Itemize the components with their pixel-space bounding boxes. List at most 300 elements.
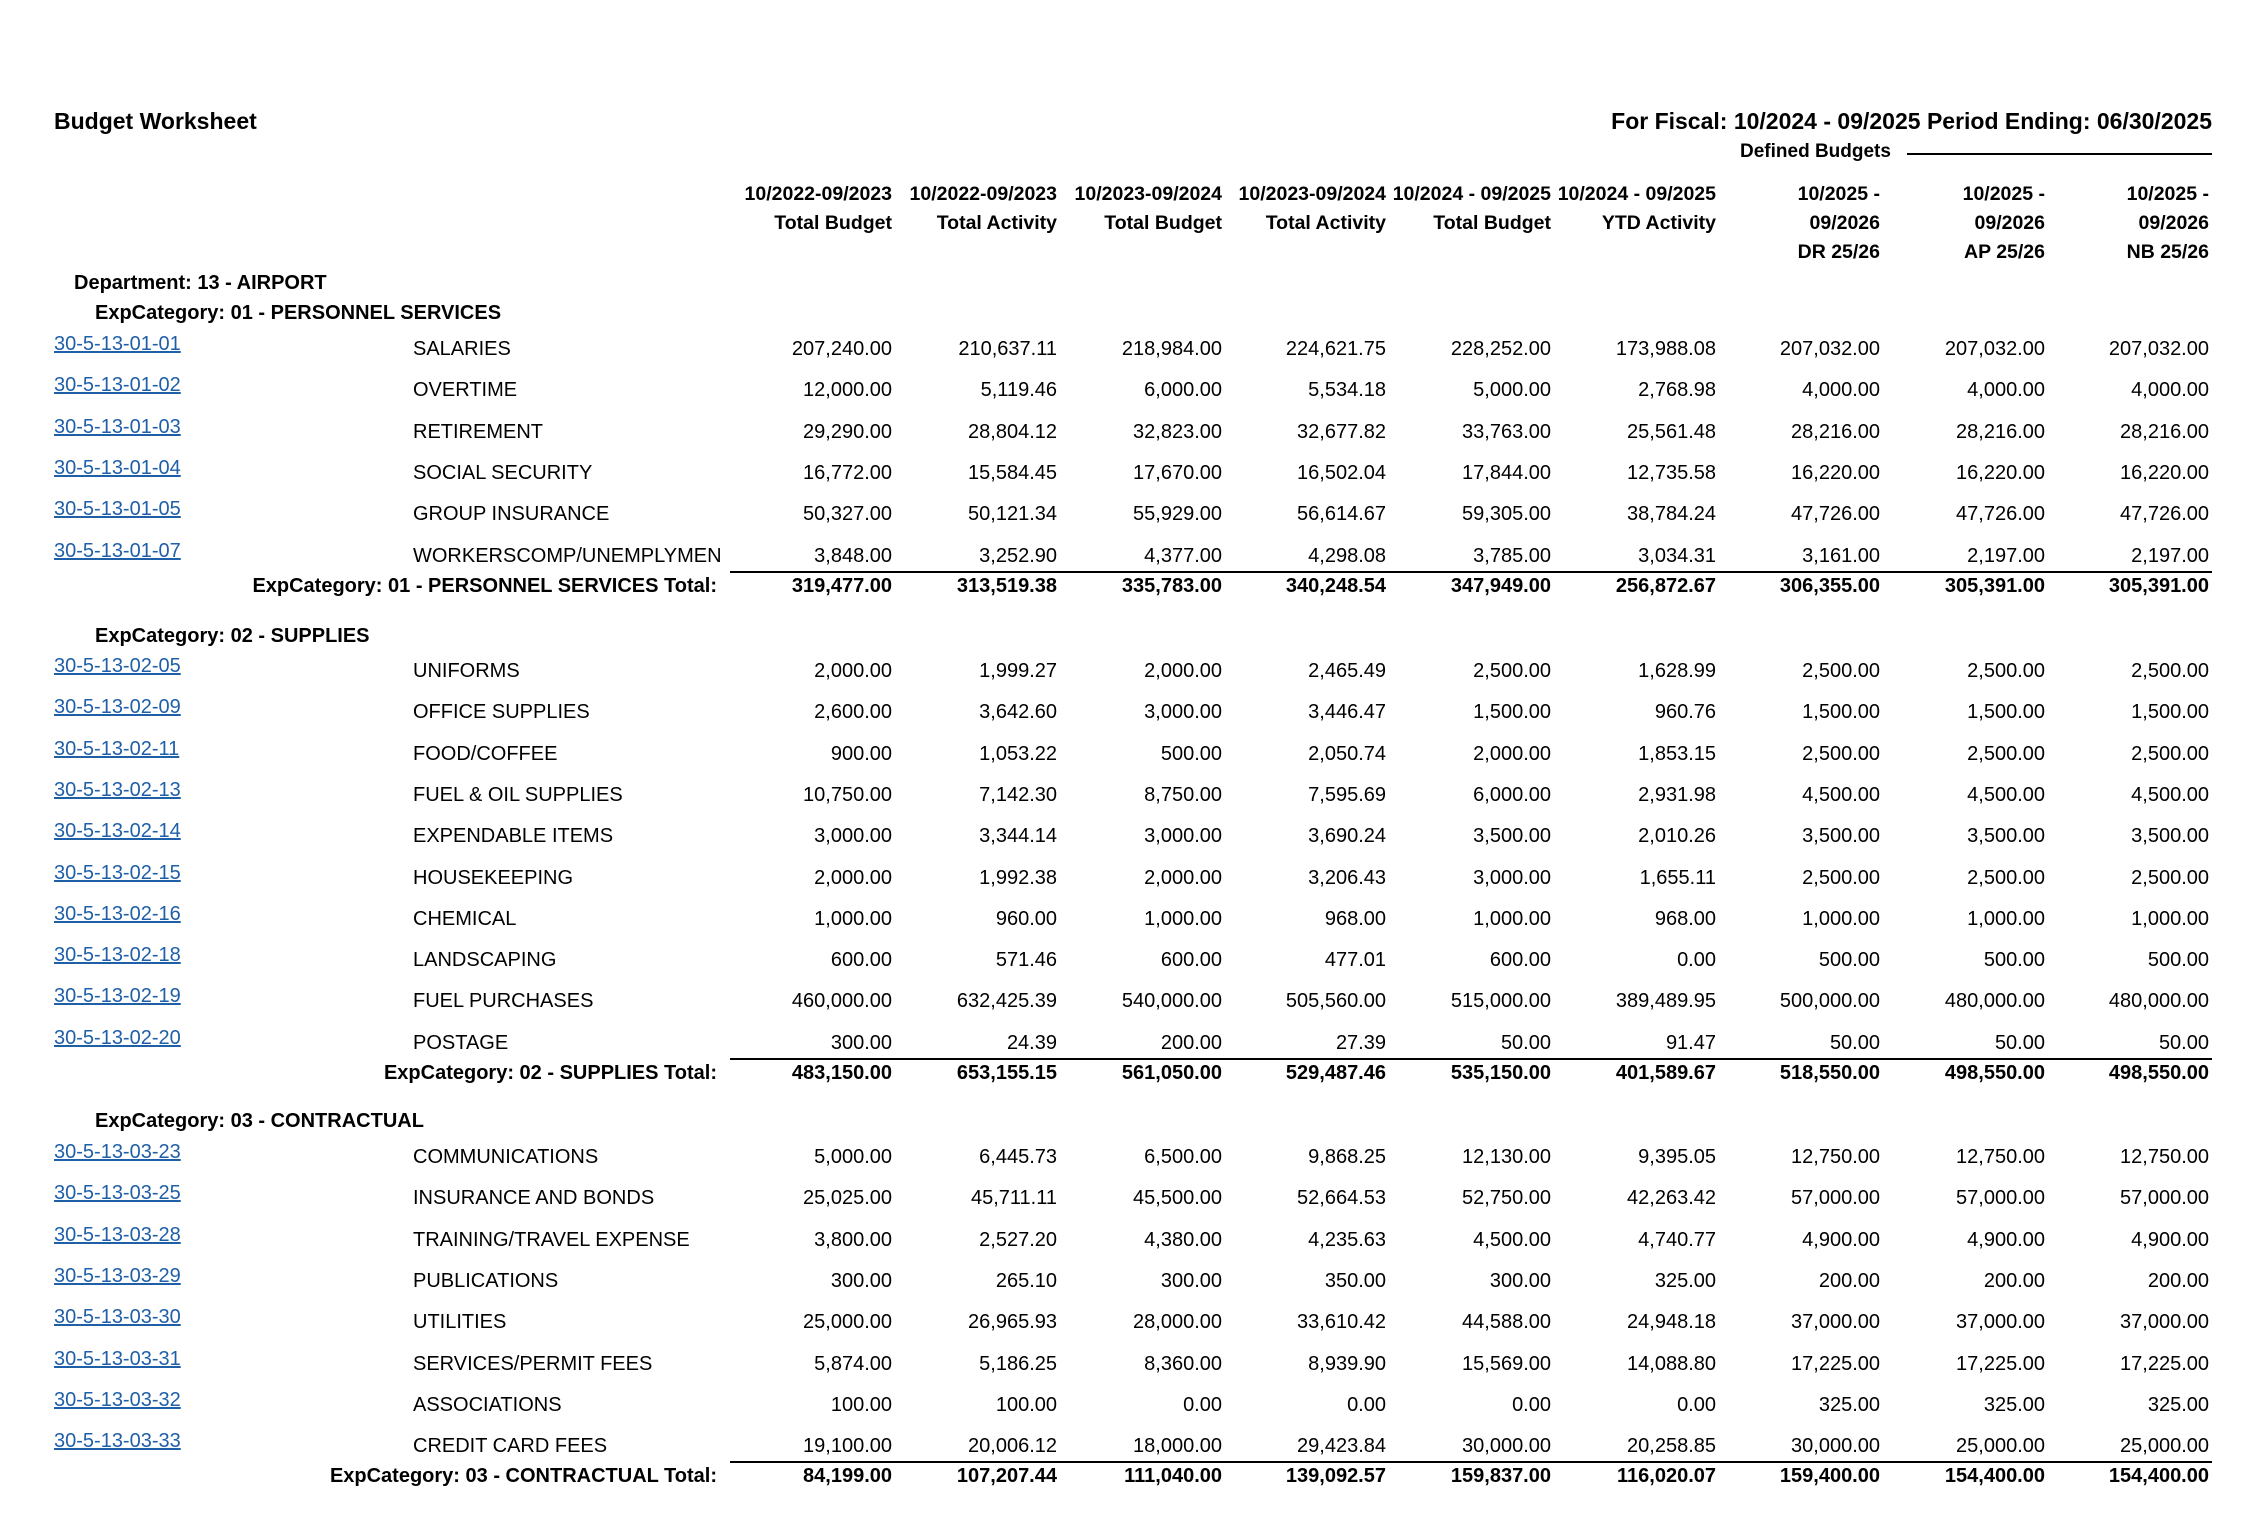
table-row xyxy=(0,1264,2250,1311)
amount-cell: 600.00 xyxy=(830,949,892,972)
amount-cell: 2,197.00 xyxy=(1967,544,2045,567)
amount-cell: 2,931.98 xyxy=(1638,783,1716,806)
amount-cell: 2,010.26 xyxy=(1638,825,1716,848)
amount-cell: 27.39 xyxy=(1335,1031,1386,1054)
total-amount-cell: 154,400.00 xyxy=(1944,1465,2045,1488)
column-header-line: AP 25/26 xyxy=(1964,241,2045,263)
amount-cell: 4,298.08 xyxy=(1308,544,1386,567)
amount-cell: 12,750.00 xyxy=(1791,1146,1880,1168)
amount-cell: 50.00 xyxy=(1500,1031,1551,1054)
amount-cell: 6,000.00 xyxy=(1144,379,1222,402)
amount-cell: 477.01 xyxy=(1324,949,1386,972)
category-heading: ExpCategory: 03 - CONTRACTUAL xyxy=(95,1110,424,1132)
table-row xyxy=(0,1141,2250,1187)
amount-cell: 25,561.48 xyxy=(1627,420,1716,443)
total-amount-cell: 139,092.57 xyxy=(1285,1465,1386,1488)
category-heading: ExpCategory: 01 - PERSONNEL SERVICES xyxy=(95,302,502,324)
amount-cell: 2,500.00 xyxy=(1473,660,1551,682)
amount-cell: 9,395.05 xyxy=(1638,1146,1716,1168)
amount-cell: 200.00 xyxy=(1160,1031,1222,1054)
amount-cell: 0.00 xyxy=(1677,1393,1716,1416)
amount-cell: 500.00 xyxy=(2147,949,2209,972)
total-amount-cell: 340,248.54 xyxy=(1285,574,1386,597)
total-amount-cell: 154,400.00 xyxy=(2108,1465,2209,1488)
account-number-link[interactable]: 30-5-13-03-31 xyxy=(54,1347,181,1370)
amount-cell: 3,446.47 xyxy=(1308,701,1386,724)
fiscal-period: For Fiscal: 10/2024 - 09/2025 Period Ending: 06/30/2025 xyxy=(1611,108,2212,134)
column-header xyxy=(2019,180,2209,267)
amount-cell: 47,726.00 xyxy=(1956,503,2045,526)
amount-cell: 3,500.00 xyxy=(2131,825,2209,848)
line-item-description: LANDSCAPING xyxy=(413,949,557,972)
amount-cell: 3,000.00 xyxy=(1144,825,1222,848)
total-rule xyxy=(730,1461,2212,1463)
account-number-link[interactable]: 30-5-13-01-07 xyxy=(54,539,181,562)
total-amount-cell: 401,589.67 xyxy=(1615,1061,1716,1084)
amount-cell: 515,000.00 xyxy=(1450,990,1551,1013)
amount-cell: 3,344.14 xyxy=(979,825,1057,848)
amount-cell: 1,999.27 xyxy=(979,660,1057,682)
line-item-description: CREDIT CARD FEES xyxy=(413,1435,608,1458)
total-amount-cell: 529,487.46 xyxy=(1285,1061,1386,1084)
line-item-description: POSTAGE xyxy=(413,1031,509,1054)
column-header-line: YTD Activity xyxy=(1601,212,1716,234)
amount-cell: 2,500.00 xyxy=(1802,660,1880,682)
amount-cell: 200.00 xyxy=(1818,1269,1880,1292)
column-header xyxy=(702,180,892,238)
table-row xyxy=(0,1388,2250,1435)
amount-cell: 15,569.00 xyxy=(1462,1352,1551,1375)
amount-cell: 4,500.00 xyxy=(2131,783,2209,806)
table-row xyxy=(0,696,2250,742)
amount-cell: 18,000.00 xyxy=(1133,1435,1222,1458)
amount-cell: 25,000.00 xyxy=(2120,1435,2209,1458)
amount-cell: 1,628.99 xyxy=(1638,660,1716,682)
category-total-row xyxy=(0,575,2250,605)
amount-cell: 0.00 xyxy=(1183,1393,1222,1416)
amount-cell: 1,000.00 xyxy=(1144,907,1222,930)
amount-cell: 2,000.00 xyxy=(1473,742,1551,765)
column-header-line: 09/2026 xyxy=(1974,212,2045,234)
amount-cell: 28,216.00 xyxy=(1791,420,1880,443)
amount-cell: 50,121.34 xyxy=(968,503,1057,526)
total-amount-cell: 305,391.00 xyxy=(1944,574,2045,597)
amount-cell: 3,000.00 xyxy=(814,825,892,848)
amount-cell: 207,032.00 xyxy=(1779,338,1880,360)
table-row xyxy=(0,820,2250,866)
account-number-link[interactable]: 30-5-13-03-25 xyxy=(54,1182,181,1205)
amount-cell: 2,500.00 xyxy=(1967,866,2045,889)
amount-cell: 571.46 xyxy=(995,949,1057,972)
amount-cell: 17,225.00 xyxy=(1791,1352,1880,1375)
amount-cell: 3,642.60 xyxy=(979,701,1057,724)
amount-cell: 30,000.00 xyxy=(1462,1435,1551,1458)
amount-cell: 52,750.00 xyxy=(1462,1187,1551,1210)
total-amount-cell: 483,150.00 xyxy=(791,1061,892,1084)
account-number-link[interactable]: 30-5-13-02-09 xyxy=(54,696,181,719)
table-row xyxy=(0,1347,2250,1394)
line-item-description: UTILITIES xyxy=(413,1311,507,1334)
amount-cell: 4,000.00 xyxy=(1967,379,2045,402)
column-header xyxy=(867,180,1057,238)
amount-cell: 300.00 xyxy=(1489,1269,1551,1292)
table-row xyxy=(0,415,2250,462)
line-item-description: SERVICES/PERMIT FEES xyxy=(413,1352,653,1375)
line-item-description: PUBLICATIONS xyxy=(413,1269,559,1292)
table-row xyxy=(0,374,2250,420)
account-number-link[interactable]: 30-5-13-02-05 xyxy=(54,655,181,677)
column-header xyxy=(1690,180,1880,267)
amount-cell: 1,053.22 xyxy=(979,742,1057,765)
account-number-link[interactable]: 30-5-13-03-33 xyxy=(54,1430,181,1453)
total-amount-cell: 313,519.38 xyxy=(956,574,1057,597)
total-amount-cell: 159,400.00 xyxy=(1779,1465,1880,1488)
category-total-label: ExpCategory: 02 - SUPPLIES Total: xyxy=(383,1061,717,1084)
amount-cell: 8,360.00 xyxy=(1144,1352,1222,1375)
column-header-line: 10/2023-09/2024 xyxy=(1074,183,1222,205)
amount-cell: 8,750.00 xyxy=(1144,783,1222,806)
amount-cell: 3,800.00 xyxy=(814,1228,892,1251)
amount-cell: 2,500.00 xyxy=(1802,866,1880,889)
amount-cell: 3,785.00 xyxy=(1473,544,1551,567)
account-number-link[interactable]: 30-5-13-02-19 xyxy=(54,985,181,1008)
amount-cell: 7,595.69 xyxy=(1308,783,1386,806)
column-header xyxy=(1196,180,1386,238)
amount-cell: 200.00 xyxy=(1983,1269,2045,1292)
amount-cell: 2,768.98 xyxy=(1638,379,1716,402)
amount-cell: 6,445.73 xyxy=(979,1146,1057,1168)
table-row xyxy=(0,498,2250,544)
account-number-link[interactable]: 30-5-13-01-04 xyxy=(54,456,181,479)
table-row xyxy=(0,1223,2250,1270)
account-number-link[interactable]: 30-5-13-01-03 xyxy=(54,415,181,438)
amount-cell: 1,000.00 xyxy=(2131,907,2209,930)
amount-cell: 2,527.20 xyxy=(979,1228,1057,1251)
amount-cell: 17,670.00 xyxy=(1133,461,1222,484)
amount-cell: 1,500.00 xyxy=(1473,701,1551,724)
account-number-link[interactable]: 30-5-13-03-29 xyxy=(54,1264,181,1287)
column-header-line: 09/2026 xyxy=(2138,212,2209,234)
total-amount-cell: 116,020.07 xyxy=(1617,1465,1716,1488)
total-rule xyxy=(730,571,2212,573)
amount-cell: 2,600.00 xyxy=(814,701,892,724)
amount-cell: 500.00 xyxy=(1983,949,2045,972)
amount-cell: 325.00 xyxy=(1818,1393,1880,1416)
total-amount-cell: 498,550.00 xyxy=(1944,1061,2045,1084)
amount-cell: 325.00 xyxy=(2147,1393,2209,1416)
table-row xyxy=(0,985,2250,1031)
amount-cell: 480,000.00 xyxy=(2108,990,2209,1013)
amount-cell: 228,252.00 xyxy=(1450,338,1551,360)
line-item-description: WORKERSCOMP/UNEMPLYMEN xyxy=(413,544,722,567)
defined-budgets-label: Defined Budgets xyxy=(1740,141,1891,162)
amount-cell: 100.00 xyxy=(995,1393,1057,1416)
amount-cell: 4,900.00 xyxy=(1802,1228,1880,1251)
amount-cell: 57,000.00 xyxy=(1956,1187,2045,1210)
column-header-line: 10/2022-09/2023 xyxy=(744,183,892,205)
amount-cell: 0.00 xyxy=(1677,949,1716,972)
amount-cell: 50.00 xyxy=(2158,1031,2209,1054)
amount-cell: 173,988.08 xyxy=(1615,338,1716,360)
account-number-link[interactable]: 30-5-13-03-30 xyxy=(54,1306,181,1329)
total-amount-cell: 561,050.00 xyxy=(1121,1061,1222,1084)
defined-budgets-rule xyxy=(1907,153,2212,155)
table-row xyxy=(0,778,2250,825)
amount-cell: 8,939.90 xyxy=(1308,1352,1386,1375)
column-header-line: 10/2024 - 09/2025 xyxy=(1557,183,1716,205)
amount-cell: 2,500.00 xyxy=(2131,866,2209,889)
amount-cell: 4,900.00 xyxy=(1967,1228,2045,1251)
amount-cell: 32,823.00 xyxy=(1133,420,1222,443)
account-number-link[interactable]: 30-5-13-02-18 xyxy=(54,944,181,967)
total-rule xyxy=(730,1058,2212,1060)
category-total-label: ExpCategory: 01 - PERSONNEL SERVICES Total: xyxy=(252,574,717,597)
amount-cell: 300.00 xyxy=(830,1031,892,1054)
line-item-description: FUEL & OIL SUPPLIES xyxy=(413,783,623,806)
amount-cell: 2,500.00 xyxy=(2131,660,2209,682)
amount-cell: 32,677.82 xyxy=(1297,420,1386,443)
amount-cell: 2,500.00 xyxy=(1967,742,2045,765)
amount-cell: 30,000.00 xyxy=(1791,1435,1880,1458)
amount-cell: 2,000.00 xyxy=(1144,660,1222,682)
amount-cell: 3,848.00 xyxy=(814,544,892,567)
total-amount-cell: 306,355.00 xyxy=(1779,574,1880,597)
line-item-description: COMMUNICATIONS xyxy=(413,1146,599,1168)
column-header xyxy=(1526,180,1716,238)
amount-cell: 5,119.46 xyxy=(980,379,1057,402)
amount-cell: 24.39 xyxy=(1006,1031,1057,1054)
amount-cell: 900.00 xyxy=(830,742,892,765)
amount-cell: 12,750.00 xyxy=(2120,1146,2209,1168)
amount-cell: 33,763.00 xyxy=(1462,420,1551,443)
amount-cell: 12,735.58 xyxy=(1627,461,1716,484)
amount-cell: 210,637.11 xyxy=(958,338,1057,360)
amount-cell: 2,000.00 xyxy=(814,866,892,889)
category-total-row xyxy=(0,1062,2250,1092)
amount-cell: 4,235.63 xyxy=(1308,1228,1386,1251)
amount-cell: 25,025.00 xyxy=(803,1187,892,1210)
category-total-label: ExpCategory: 03 - CONTRACTUAL Total: xyxy=(329,1465,717,1488)
amount-cell: 12,750.00 xyxy=(1956,1146,2045,1168)
amount-cell: 4,740.77 xyxy=(1638,1228,1716,1251)
amount-cell: 91.47 xyxy=(1665,1031,1716,1054)
amount-cell: 3,161.00 xyxy=(1802,544,1880,567)
column-header xyxy=(1032,180,1222,238)
line-item-description: HOUSEKEEPING xyxy=(413,866,574,889)
amount-cell: 325.00 xyxy=(1983,1393,2045,1416)
line-item-description: RETIREMENT xyxy=(413,420,543,443)
amount-cell: 56,614.67 xyxy=(1297,503,1386,526)
amount-cell: 540,000.00 xyxy=(1121,990,1222,1013)
amount-cell: 10,750.00 xyxy=(803,783,892,806)
line-item-description: OVERTIME xyxy=(413,379,518,402)
amount-cell: 1,000.00 xyxy=(814,907,892,930)
amount-cell: 4,500.00 xyxy=(1967,783,2045,806)
amount-cell: 15,584.45 xyxy=(968,461,1057,484)
report-title: Budget Worksheet xyxy=(54,108,257,134)
amount-cell: 16,220.00 xyxy=(1956,461,2045,484)
amount-cell: 2,465.49 xyxy=(1308,660,1386,682)
column-header-line: Total Activity xyxy=(936,212,1057,234)
amount-cell: 2,050.74 xyxy=(1308,742,1386,765)
account-number-link[interactable]: 30-5-13-03-28 xyxy=(54,1223,181,1246)
amount-cell: 2,000.00 xyxy=(814,660,892,682)
amount-cell: 100.00 xyxy=(830,1393,892,1416)
amount-cell: 200.00 xyxy=(2147,1269,2209,1292)
account-number-link[interactable]: 30-5-13-01-02 xyxy=(54,374,181,397)
total-amount-cell: 335,783.00 xyxy=(1121,574,1222,597)
amount-cell: 3,252.90 xyxy=(979,544,1057,567)
amount-cell: 0.00 xyxy=(1512,1393,1551,1416)
amount-cell: 1,500.00 xyxy=(2131,701,2209,724)
amount-cell: 1,853.15 xyxy=(1638,742,1716,765)
account-number-link[interactable]: 30-5-13-02-16 xyxy=(54,902,181,925)
account-number-link[interactable]: 30-5-13-02-14 xyxy=(54,820,181,843)
amount-cell: 4,500.00 xyxy=(1802,783,1880,806)
amount-cell: 59,305.00 xyxy=(1462,503,1551,526)
amount-cell: 16,220.00 xyxy=(1791,461,1880,484)
amount-cell: 4,377.00 xyxy=(1144,544,1222,567)
amount-cell: 500.00 xyxy=(1818,949,1880,972)
amount-cell: 44,588.00 xyxy=(1462,1311,1551,1334)
amount-cell: 28,804.12 xyxy=(968,420,1057,443)
amount-cell: 3,500.00 xyxy=(1967,825,2045,848)
amount-cell: 29,423.84 xyxy=(1297,1435,1386,1458)
amount-cell: 57,000.00 xyxy=(2120,1187,2209,1210)
amount-cell: 28,000.00 xyxy=(1133,1311,1222,1334)
amount-cell: 25,000.00 xyxy=(1956,1435,2045,1458)
amount-cell: 4,000.00 xyxy=(2131,379,2209,402)
amount-cell: 20,258.85 xyxy=(1627,1435,1716,1458)
amount-cell: 480,000.00 xyxy=(1944,990,2045,1013)
amount-cell: 960.76 xyxy=(1654,701,1716,724)
amount-cell: 2,000.00 xyxy=(1144,866,1222,889)
line-item-description: SOCIAL SECURITY xyxy=(413,461,593,484)
column-header xyxy=(1855,180,2045,267)
total-amount-cell: 319,477.00 xyxy=(791,574,892,597)
amount-cell: 1,000.00 xyxy=(1473,907,1551,930)
amount-cell: 26,965.93 xyxy=(968,1311,1057,1334)
account-number-link[interactable]: 30-5-13-02-20 xyxy=(54,1026,181,1049)
amount-cell: 12,130.00 xyxy=(1462,1146,1551,1168)
table-row xyxy=(0,902,2250,949)
amount-cell: 57,000.00 xyxy=(1791,1187,1880,1210)
amount-cell: 12,000.00 xyxy=(803,379,892,402)
column-header-line: NB 25/26 xyxy=(2126,241,2209,263)
amount-cell: 16,502.04 xyxy=(1297,461,1386,484)
amount-cell: 224,621.75 xyxy=(1285,338,1386,360)
amount-cell: 5,874.00 xyxy=(814,1352,892,1375)
amount-cell: 207,240.00 xyxy=(791,338,892,360)
amount-cell: 3,000.00 xyxy=(1473,866,1551,889)
total-amount-cell: 256,872.67 xyxy=(1615,574,1716,597)
amount-cell: 7,142.30 xyxy=(979,783,1057,806)
column-header-line: Total Activity xyxy=(1265,212,1386,234)
amount-cell: 17,844.00 xyxy=(1462,461,1551,484)
amount-cell: 5,000.00 xyxy=(814,1146,892,1168)
amount-cell: 19,100.00 xyxy=(803,1435,892,1458)
amount-cell: 1,000.00 xyxy=(1967,907,2045,930)
amount-cell: 50.00 xyxy=(1994,1031,2045,1054)
amount-cell: 3,206.43 xyxy=(1308,866,1386,889)
amount-cell: 45,500.00 xyxy=(1133,1187,1222,1210)
amount-cell: 17,225.00 xyxy=(2120,1352,2209,1375)
account-number-link[interactable]: 30-5-13-03-23 xyxy=(54,1141,181,1163)
amount-cell: 28,216.00 xyxy=(1956,420,2045,443)
amount-cell: 600.00 xyxy=(1160,949,1222,972)
amount-cell: 24,948.18 xyxy=(1627,1311,1716,1334)
amount-cell: 632,425.39 xyxy=(956,990,1057,1013)
total-amount-cell: 518,550.00 xyxy=(1779,1061,1880,1084)
amount-cell: 968.00 xyxy=(1654,907,1716,930)
amount-cell: 14,088.80 xyxy=(1627,1352,1716,1375)
total-amount-cell: 159,837.00 xyxy=(1450,1465,1551,1488)
line-item-description: FOOD/COFFEE xyxy=(413,742,558,765)
amount-cell: 6,500.00 xyxy=(1144,1146,1222,1168)
amount-cell: 16,220.00 xyxy=(2120,461,2209,484)
total-amount-cell: 498,550.00 xyxy=(2108,1061,2209,1084)
amount-cell: 28,216.00 xyxy=(2120,420,2209,443)
amount-cell: 37,000.00 xyxy=(1956,1311,2045,1334)
line-item-description: SALARIES xyxy=(413,338,511,360)
account-number-link[interactable]: 30-5-13-02-13 xyxy=(54,778,181,801)
amount-cell: 37,000.00 xyxy=(2120,1311,2209,1334)
amount-cell: 29,290.00 xyxy=(803,420,892,443)
amount-cell: 300.00 xyxy=(1160,1269,1222,1292)
amount-cell: 4,500.00 xyxy=(1473,1228,1551,1251)
amount-cell: 0.00 xyxy=(1347,1393,1386,1416)
category-heading: ExpCategory: 02 - SUPPLIES xyxy=(95,625,370,647)
amount-cell: 3,500.00 xyxy=(1473,825,1551,848)
amount-cell: 1,992.38 xyxy=(979,866,1057,889)
amount-cell: 1,500.00 xyxy=(1967,701,2045,724)
column-header-line: 10/2025 - xyxy=(1797,183,1880,205)
amount-cell: 3,034.31 xyxy=(1638,544,1716,567)
account-number-link[interactable]: 30-5-13-03-32 xyxy=(54,1388,181,1411)
account-number-link[interactable]: 30-5-13-02-15 xyxy=(54,861,181,884)
amount-cell: 218,984.00 xyxy=(1121,338,1222,360)
amount-cell: 1,500.00 xyxy=(1802,701,1880,724)
amount-cell: 42,263.42 xyxy=(1627,1187,1716,1210)
amount-cell: 265.10 xyxy=(995,1269,1057,1292)
column-header-line: 10/2025 - xyxy=(1962,183,2045,205)
amount-cell: 4,900.00 xyxy=(2131,1228,2209,1251)
table-row xyxy=(0,333,2250,379)
amount-cell: 300.00 xyxy=(830,1269,892,1292)
amount-cell: 1,655.11 xyxy=(1639,866,1716,889)
line-item-description: OFFICE SUPPLIES xyxy=(413,701,590,724)
amount-cell: 6,000.00 xyxy=(1473,783,1551,806)
amount-cell: 20,006.12 xyxy=(968,1435,1057,1458)
amount-cell: 47,726.00 xyxy=(1791,503,1880,526)
account-number-link[interactable]: 30-5-13-01-05 xyxy=(54,498,181,521)
line-item-description: TRAINING/TRAVEL EXPENSE xyxy=(413,1228,690,1251)
amount-cell: 4,000.00 xyxy=(1802,379,1880,402)
table-row xyxy=(0,456,2250,503)
amount-cell: 500,000.00 xyxy=(1779,990,1880,1013)
account-number-link[interactable]: 30-5-13-02-11 xyxy=(54,737,180,760)
amount-cell: 3,690.24 xyxy=(1308,825,1386,848)
amount-cell: 3,500.00 xyxy=(1802,825,1880,848)
account-number-link[interactable]: 30-5-13-01-01 xyxy=(54,333,181,355)
amount-cell: 16,772.00 xyxy=(803,461,892,484)
column-header-line: 10/2022-09/2023 xyxy=(909,183,1057,205)
amount-cell: 5,534.18 xyxy=(1308,379,1386,402)
amount-cell: 1,000.00 xyxy=(1802,907,1880,930)
table-row xyxy=(0,655,2250,701)
amount-cell: 2,500.00 xyxy=(1967,660,2045,682)
category-total-row xyxy=(0,1465,2250,1495)
